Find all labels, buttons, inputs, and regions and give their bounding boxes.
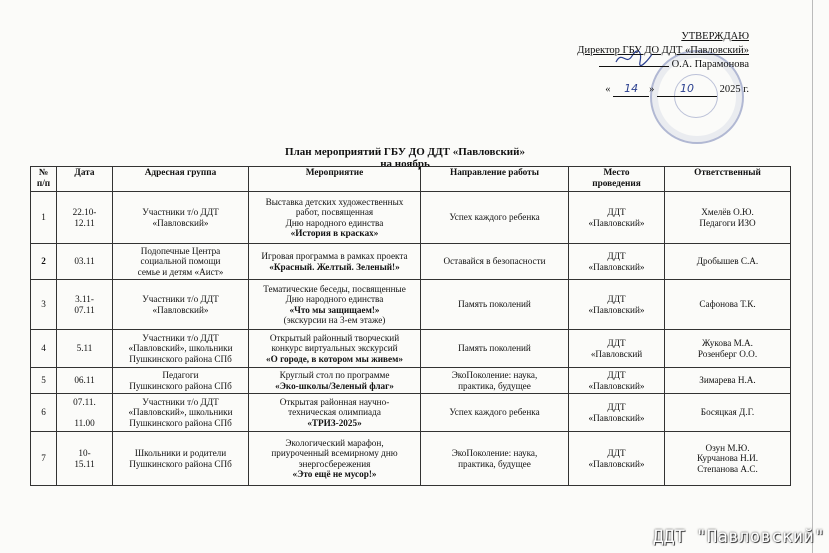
event-title: «История в красках»	[290, 228, 379, 238]
cell-direction: Память поколений	[421, 280, 569, 330]
cell-num: 1	[31, 192, 57, 244]
event-text: Выставка детских художественных работ, посвященная Дню народного единства	[265, 196, 404, 228]
event-note: (экскурсии на 3-ем этаже)	[283, 315, 386, 325]
approval-name: О.А. Парамонова	[671, 59, 749, 70]
table-row	[31, 244, 791, 280]
approval-date: « 14 » 10 2025 г.	[605, 82, 749, 95]
cell-responsible: Босяцкая Д.Г.	[665, 394, 791, 432]
cell-num: 6	[31, 394, 57, 432]
cell-date: 03.11	[57, 244, 113, 280]
cell-group: Педагоги Пушкинского района СПб	[113, 368, 249, 394]
date-open-quote: «	[605, 84, 611, 95]
event-title: «Что мы защищаем!»	[289, 304, 380, 315]
event-title: «Эко-школы/Зеленый флаг»	[275, 380, 394, 391]
cell-num: 5	[31, 368, 57, 394]
approval-month: 10	[657, 82, 717, 97]
event-text: Экологический марафон, приуроченный всемирному дню энергосбережения	[271, 437, 398, 469]
cell-date: 07.11. 11.00	[57, 394, 113, 432]
table-row	[31, 192, 791, 244]
watermark-text: ДДТ "Павловский"	[653, 527, 825, 547]
cell-event	[249, 368, 421, 394]
cell-event	[249, 432, 421, 486]
cell-num: 4	[31, 330, 57, 368]
cell-group: Участники т/о ДДТ «Павловский», школьники Пушкинского района СПб	[113, 330, 249, 368]
cell-num: 2	[31, 244, 57, 280]
cell-group: Участники т/о ДДТ «Павловский»	[113, 192, 249, 244]
cell-group: Школьники и родители Пушкинского района СПб	[113, 432, 249, 486]
table-row	[31, 368, 791, 394]
approval-signature-line	[519, 58, 749, 72]
cell-place: ДДТ «Павловский»	[569, 368, 665, 394]
event-title: «О городе, в котором мы живем»	[266, 353, 403, 364]
cell-place: ДДТ «Павловский»	[569, 280, 665, 330]
cell-event	[249, 244, 421, 280]
header-place: Место проведения	[569, 167, 665, 192]
page-edge	[812, 0, 813, 553]
event-title: «Красный. Желтый. Зеленый!»	[269, 261, 400, 272]
header-date: Дата	[57, 167, 113, 192]
table-row	[31, 394, 791, 432]
cell-direction: Память поколений	[421, 330, 569, 368]
cell-responsible: Хмелёв О.Ю. Педагоги ИЗО	[665, 192, 791, 244]
cell-event	[249, 192, 421, 244]
approval-block	[519, 30, 749, 97]
title-line-2: на ноябрь	[380, 158, 430, 170]
event-text: Открытая районная научно- техническая олимпиада	[279, 396, 390, 418]
cell-date: 10- 15.11	[57, 432, 113, 486]
cell-date: 5.11	[57, 330, 113, 368]
cell-event	[249, 330, 421, 368]
approval-position: Директор ГБУ ДО ДДТ «Павловский»	[577, 45, 749, 56]
cell-event	[249, 280, 421, 330]
event-title: «ТРИЗ-2025»	[307, 417, 362, 428]
event-text: Круглый стол по программе	[279, 370, 390, 380]
header-group: Адресная группа	[113, 167, 249, 192]
title-line-1: План мероприятий ГБУ ДО ДДТ «Павловский»	[285, 146, 525, 158]
table-header-row	[31, 167, 791, 192]
cell-group: Подопечные Центра социальной помощи семье и детям «Аист»	[113, 244, 249, 280]
event-text: Открытый районный творческий конкурс виртуальных экскурсий	[269, 332, 400, 354]
table-row	[31, 432, 791, 486]
events-table	[30, 166, 791, 486]
cell-place: ДДТ «Павловский	[569, 330, 665, 368]
cell-num: 7	[31, 432, 57, 486]
cell-date: 22.10- 12.11	[57, 192, 113, 244]
cell-date: 06.11	[57, 368, 113, 394]
cell-direction: ЭкоПоколение: наука, практика, будущее	[421, 368, 569, 394]
header-responsible: Ответственный	[665, 167, 791, 192]
approval-year: 2025 г.	[719, 84, 749, 95]
event-text: Игровая программа в рамках проекта	[261, 251, 408, 261]
cell-place: ДДТ «Павловский»	[569, 192, 665, 244]
cell-direction: ЭкоПоколение: наука, практика, будущее	[421, 432, 569, 486]
cell-responsible: Зимарева Н.А.	[665, 368, 791, 394]
cell-direction: Оставайся в безопасности	[421, 244, 569, 280]
cell-responsible: Озун М.Ю. Курчанова Н.И. Степанова А.С.	[665, 432, 791, 486]
event-title: «Это ещё не мусор!»	[292, 469, 377, 479]
header-event: Мероприятие	[249, 167, 421, 192]
header-direction: Направление работы	[421, 167, 569, 192]
cell-direction: Успех каждого ребенка	[421, 192, 569, 244]
table-row	[31, 280, 791, 330]
approval-day: 14	[613, 82, 649, 97]
cell-place: ДДТ «Павловский»	[569, 394, 665, 432]
header-num: № п/п	[31, 167, 57, 192]
cell-event	[249, 394, 421, 432]
cell-responsible: Сафонова Т.К.	[665, 280, 791, 330]
cell-direction: Успех каждого ребенка	[421, 394, 569, 432]
cell-responsible: Дробышев С.А.	[665, 244, 791, 280]
cell-num: 3	[31, 280, 57, 330]
cell-place: ДДТ «Павловский»	[569, 244, 665, 280]
cell-group: Участники т/о ДДТ «Павловский», школьники Пушкинского района СПб	[113, 394, 249, 432]
event-text: Тематические беседы, посвященные Дню народного единства	[263, 283, 406, 304]
approval-title: УТВЕРЖДАЮ	[681, 31, 749, 42]
cell-date: 3.11- 07.11	[57, 280, 113, 330]
table-row	[31, 330, 791, 368]
cell-place: ДДТ «Павловский»	[569, 432, 665, 486]
cell-group: Участники т/о ДДТ «Павловский»	[113, 280, 249, 330]
cell-responsible: Жукова М.А. Розенберг О.О.	[665, 330, 791, 368]
